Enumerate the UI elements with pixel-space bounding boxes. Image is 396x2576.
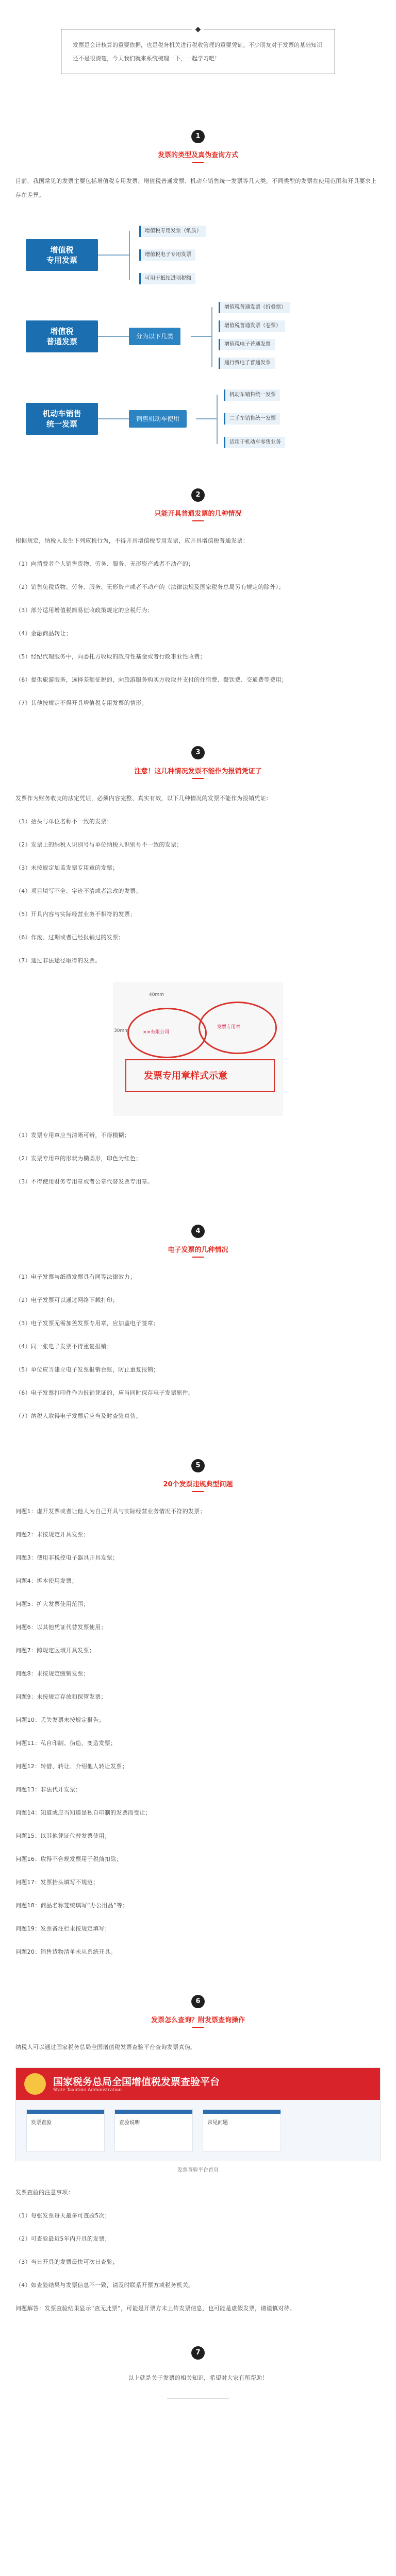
stamp-height-label: 30mm: [114, 1028, 129, 1033]
section-number: 3: [191, 746, 205, 759]
title-underline: [192, 520, 204, 521]
emblem-icon: [24, 2073, 46, 2095]
paragraph: 发票查验的注意事项：: [15, 2189, 74, 2196]
section-title: [0, 508, 396, 521]
invoice-stamp-sample: [113, 982, 283, 1116]
paragraph: （7）其他按规定不得开具增值税专用发票的情形。: [15, 700, 147, 706]
divider: [167, 2398, 229, 2399]
paragraph: 问题8：未按规定缴销发票；: [15, 1670, 89, 1677]
paragraph: （5）经纪代理服务中，向委托方收取的政府性基金或者行政事业性收费；: [15, 653, 206, 660]
paragraph: 问题5：扩大发票使用范围；: [15, 1601, 89, 1607]
stamp-width-label: 40mm: [149, 992, 164, 997]
portal-card[interactable]: [203, 2109, 281, 2151]
paragraph: （4）如查验结果与发票信息不一致，请及时联系开票方或税务机关。: [15, 2282, 194, 2289]
section-title-text: 电子发票的几种情况: [168, 1246, 228, 1254]
paragraph: 问题解答：发票查验结果显示“查无此票”，可能是开票方未上传发票信息，也可能是虚假发票，请谨慎对待。: [15, 2305, 296, 2312]
section-1: [0, 130, 396, 459]
paragraph: （3）不得使用财务专用章或者公章代替发票专用章。: [15, 1178, 154, 1185]
mindmap-leaf: 增值税普通发票（折叠票）: [219, 302, 290, 313]
paragraph: 问题14：知道或应当知道是私自印制的发票而受让；: [15, 1809, 152, 1816]
paragraph: （1）抬头与单位名称不一致的发票；: [15, 818, 113, 825]
mindmap-branch: 分为以下几类: [129, 328, 180, 345]
paragraph: （2）发票上的纳税人识别号与单位纳税人识别号不一致的发票；: [15, 841, 183, 848]
portal-header: [16, 2068, 380, 2100]
invoice-check-portal-screenshot: [15, 2067, 381, 2161]
title-underline: [192, 778, 204, 779]
mindmap-branch: 销售机动车使用: [129, 410, 187, 428]
mindmap-leaf: 二手车销售统一发票: [224, 413, 280, 425]
portal-card[interactable]: [26, 2109, 105, 2151]
section-6-body: [0, 2185, 396, 2315]
paragraph: 问题3：使用非税控电子器具开具发票；: [15, 1554, 119, 1561]
mindmap-leaf: 增值税电子普通发票: [219, 339, 275, 350]
connector-line: [98, 336, 129, 337]
section-number: 2: [191, 488, 205, 502]
paragraph: 问题17：发票抬头填写不规范；: [15, 1879, 99, 1886]
section-6: [0, 1995, 396, 2315]
portal-subtitle: State Taxation Administration: [53, 2088, 122, 2093]
paragraph: （7）通过非法途径取得的发票。: [15, 957, 101, 964]
paragraph: （1）每张发票每天最多可查验5次；: [15, 2212, 111, 2219]
section-number: 4: [191, 1225, 205, 1238]
stamp-notes: [0, 1128, 396, 1189]
section-title: [0, 149, 396, 163]
paragraph: 问题1：虚开发票或者让他人为自己开具与实际经营业务情况不符的发票；: [15, 1508, 206, 1515]
connector-line: [217, 395, 218, 444]
section-2: [0, 488, 396, 710]
mindmap-leaf: 增值税电子专用发票: [139, 249, 195, 261]
paragraph: （2）销售免税货物、劳务、服务、无形资产或者不动产的（法律法规及国家税务总局另有规定的除外）；: [15, 584, 285, 590]
card-bar: [203, 2110, 280, 2114]
section-title-text: 只能开具普通发票的几种情况: [154, 510, 242, 518]
image-caption: 发票查验平台首页: [177, 2167, 219, 2173]
intro-box: [61, 25, 335, 74]
title-underline: [192, 1257, 204, 1258]
section-number: 6: [191, 1995, 205, 2008]
section-number: 7: [191, 2346, 205, 2360]
card-label: 发票查验: [31, 2120, 52, 2126]
section-5: [0, 1459, 396, 1959]
connector-line: [98, 418, 129, 419]
mindmap-row: [21, 382, 375, 459]
connector-line: [98, 255, 129, 256]
paragraph: 纳税人可以通过国家税务总局全国增值税发票查验平台查询发票真伪。: [15, 2044, 196, 2050]
section-number: 1: [191, 130, 205, 143]
paragraph: 目前，我国常见的发票主要包括增值税专用发票、增值税普通发票、机动车销售统一发票等几大类，不同类型的发票在使用范围和开具要求上存在差异。: [15, 178, 377, 198]
connector-line: [196, 418, 217, 419]
mindmap-leaf: 增值税普通发票（卷票）: [219, 320, 285, 332]
connector-line: [191, 336, 211, 337]
paragraph: （1）向消费者个人销售货物、劳务、服务、无形资产或者不动产的；: [15, 561, 194, 567]
stamp-rect-text: 发票专用章样式示意: [144, 1071, 227, 1081]
section-title-text: 发票的类型及真伪查询方式: [157, 151, 238, 159]
mindmap-leaf: 适用于机动车零售业务: [224, 437, 285, 448]
paragraph: （5）单位应当建立电子发票报销台账，防止重复报销；: [15, 1366, 159, 1373]
mindmap-leaf: 可用于抵扣进项税额: [139, 273, 195, 284]
paragraph: （6）提供旅游服务，选择差额征税的，向旅游服务购买方收取并支付的住宿费、餐饮费、交通费等费用；: [15, 676, 288, 683]
stamp-text: ××有限公司: [143, 1030, 170, 1035]
title-underline: [192, 162, 204, 163]
mindmap-node: 增值税 专用发票: [26, 239, 98, 271]
paragraph: （6）作废、过期或者已经报销过的发票；: [15, 934, 124, 941]
section-title: [0, 1244, 396, 1258]
portal-body: [26, 2109, 370, 2151]
mindmap-node: 机动车销售 统一发票: [26, 403, 98, 435]
paragraph: 问题9：未按规定存放和保管发票；: [15, 1693, 107, 1700]
paragraph: 根据规定，纳税人发生下列应税行为，不得开具增值税专用发票，应开具增值税普通发票：: [15, 537, 249, 544]
stamp-text: 发票专用章: [217, 1025, 241, 1030]
mindmap-node: 增值税 普通发票: [26, 320, 98, 352]
section-title-text: 注意！这几种情况发票不能作为报销凭证了: [134, 768, 262, 775]
portal-title: 国家税务总局全国增值税发票查验平台: [53, 2076, 220, 2088]
paragraph: 问题2：未按规定开具发票；: [15, 1531, 89, 1538]
section-number: 5: [191, 1459, 205, 1472]
section-4-body: [0, 1270, 396, 1423]
mindmap-leaf: 机动车销售统一发票: [224, 389, 280, 401]
paragraph: （2）可查验最近5年内开具的发票；: [15, 2235, 111, 2242]
section-3-body: [0, 791, 396, 968]
mindmap-leaf: 通行费电子普通发票: [219, 358, 275, 369]
paragraph: 问题11：私自印制、伪造、变造发票；: [15, 1740, 117, 1747]
paragraph: （3）部分适用增值税简易征收政策规定的应税行为；: [15, 607, 154, 614]
connector-line: [129, 231, 130, 280]
paragraph: 问题18：商品名称笼统填写“办公用品”等；: [15, 1902, 128, 1909]
card-label: 常见问题: [207, 2120, 228, 2126]
card-label: 查验说明: [119, 2120, 140, 2126]
paragraph: （2）电子发票可以通过网络下载打印；: [15, 1297, 119, 1303]
footer-text: 以上就是关于发票的相关知识，希望对大家有所帮助！: [128, 2375, 268, 2381]
diamond-icon: ◆: [192, 24, 204, 35]
section-title-text: 发票怎么查询？附发票查询操作: [151, 2016, 245, 2024]
paragraph: 问题20：销售货物清单未从系统开具。: [15, 1948, 117, 1955]
paragraph: （3）当日开具的发票最快可次日查验；: [15, 2259, 119, 2265]
mindmap-leaf: 增值税专用发票（纸质）: [139, 226, 206, 237]
section-3: [0, 746, 396, 1189]
title-underline: [192, 2027, 204, 2028]
paragraph: （1）发票专用章应当清晰可辨，不得模糊；: [15, 1132, 130, 1139]
title-underline: [192, 1491, 204, 1492]
card-bar: [27, 2110, 104, 2114]
paragraph: 问题13：非法代开发票；: [15, 1786, 81, 1793]
intro-text: 发票是会计核算的重要依据，也是税务机关进行税收管理的重要凭证。不少朋友对于发票的基础知识还不是很清楚，今天我们就来系统梳理一下，一起学习吧！: [73, 42, 322, 62]
section-title: [0, 1479, 396, 1492]
paragraph: （2）发票专用章的形状为椭圆形，印色为红色；: [15, 1155, 142, 1162]
paragraph: （3）电子发票无需加盖发票专用章，应加盖电子签章；: [15, 1320, 159, 1327]
paragraph: （4）同一张电子发票不得重复报销；: [15, 1343, 113, 1350]
section-4: [0, 1225, 396, 1423]
section-title-text: 20个发票违规典型问题: [163, 1481, 233, 1488]
connector-line: [211, 307, 212, 367]
paragraph: 问题15：以其他凭证代替发票使用；: [15, 1833, 111, 1839]
section-title: [0, 2014, 396, 2028]
footer-section: [0, 2346, 396, 2399]
paragraph: 问题4：拆本使用发票；: [15, 1578, 78, 1584]
paragraph: （5）开具内容与实际经营业务不相符的发票；: [15, 911, 136, 918]
paragraph: （7）纳税人取得电子发票后应当及时查验真伪。: [15, 1413, 142, 1419]
portal-card[interactable]: [114, 2109, 193, 2151]
paragraph: （6）电子发票打印件作为报销凭证的，应当同时保存电子发票原件。: [15, 1389, 194, 1396]
paragraph: 问题19：发票备注栏未按规定填写；: [15, 1925, 111, 1932]
section-title: [0, 766, 396, 779]
paragraph: 问题6：以其他凭证代替发票使用；: [15, 1624, 107, 1631]
invoice-type-mindmap: [21, 217, 375, 459]
section-2-body: [0, 534, 396, 710]
section-5-body: [0, 1504, 396, 1959]
paragraph: （1）电子发票与纸质发票具有同等法律效力；: [15, 1274, 136, 1280]
paragraph: 问题7：跨规定区域开具发票；: [15, 1647, 95, 1654]
mindmap-row: [21, 300, 375, 376]
paragraph: 问题10：丢失发票未按规定报告；: [15, 1717, 105, 1723]
paragraph: （4）金融商品转让；: [15, 630, 72, 637]
card-bar: [115, 2110, 192, 2114]
paragraph: （4）项目填写不全、字迹不清或者涂改的发票；: [15, 888, 142, 894]
mindmap-row: [21, 217, 375, 294]
paragraph: 问题16：取得不合规发票用于税前扣除；: [15, 1856, 122, 1862]
paragraph: （3）未按规定加盖发票专用章的发票；: [15, 865, 119, 871]
paragraph: 发票作为财务收支的法定凭证，必须内容完整、真实有效，以下几种情况的发票不能作为报销凭证：: [15, 795, 272, 802]
paragraph: 问题12：转借、转让、介绍他人转让发票；: [15, 1763, 128, 1770]
